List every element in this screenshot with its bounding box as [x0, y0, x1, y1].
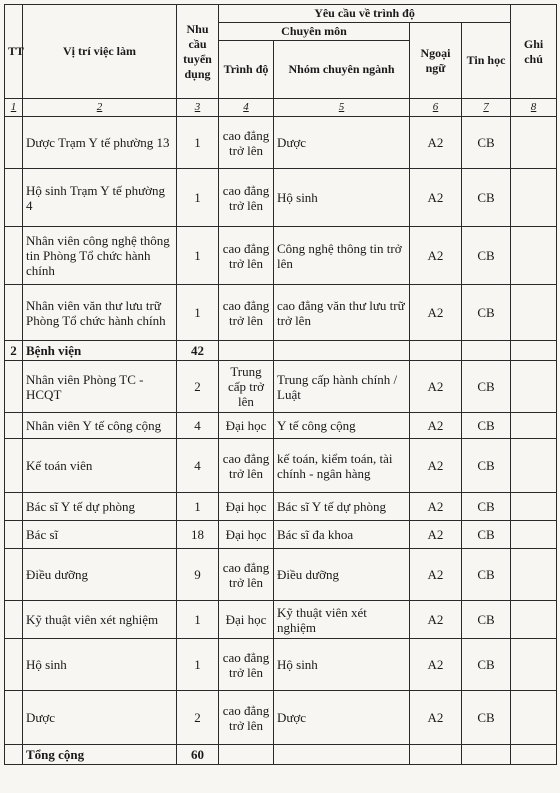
it-cell: CB [462, 493, 511, 521]
level-cell: Đại học [219, 413, 274, 439]
table-row [5, 169, 557, 227]
language-cell: A2 [410, 639, 462, 691]
column-number: 3 [177, 99, 219, 117]
major-cell: kế toán, kiểm toán, tài chính - ngân hàng [274, 439, 410, 493]
it-cell: CB [462, 227, 511, 285]
major-cell: cao đẳng văn thư lưu trữ trở lên [274, 285, 410, 341]
column-number: 2 [23, 99, 177, 117]
it-cell: CB [462, 169, 511, 227]
language-cell: A2 [410, 439, 462, 493]
group-name: Bệnh viện [23, 341, 177, 361]
need-cell: 2 [177, 691, 219, 745]
table-row [5, 361, 557, 413]
position-cell: Nhân viên công nghệ thông tin Phòng Tổ chức hành chính [23, 227, 177, 285]
language-cell: A2 [410, 361, 462, 413]
header-need: Nhu cầu tuyển dụng [177, 5, 219, 99]
level-cell: cao đẳng trở lên [219, 439, 274, 493]
need-cell: 1 [177, 639, 219, 691]
position-cell: Kế toán viên [23, 439, 177, 493]
header-note: Ghi chú [511, 5, 557, 99]
position-cell: Điều dưỡng [23, 549, 177, 601]
need-cell: 1 [177, 285, 219, 341]
need-cell: 4 [177, 413, 219, 439]
major-cell: Công nghệ thông tin trở lên [274, 227, 410, 285]
language-cell: A2 [410, 549, 462, 601]
total-row [5, 745, 557, 765]
column-number: 1 [5, 99, 23, 117]
major-cell: Trung cấp hành chính / Luật [274, 361, 410, 413]
it-cell: CB [462, 521, 511, 549]
it-cell: CB [462, 639, 511, 691]
table-row [5, 117, 557, 169]
recruitment-table [4, 4, 557, 765]
position-cell: Hộ sinh [23, 639, 177, 691]
level-cell: cao đẳng trở lên [219, 549, 274, 601]
need-cell: 4 [177, 439, 219, 493]
header-major-group: Nhóm chuyên ngành [274, 41, 410, 99]
major-cell: Bác sĩ đa khoa [274, 521, 410, 549]
major-cell: Kỹ thuật viên xét nghiệm [274, 601, 410, 639]
language-cell: A2 [410, 227, 462, 285]
language-cell: A2 [410, 413, 462, 439]
level-cell: cao đẳng trở lên [219, 117, 274, 169]
column-number: 5 [274, 99, 410, 117]
need-cell: 9 [177, 549, 219, 601]
level-cell: cao đẳng trở lên [219, 227, 274, 285]
level-cell: Đại học [219, 601, 274, 639]
table-row [5, 493, 557, 521]
level-cell: cao đẳng trở lên [219, 639, 274, 691]
major-cell: Hộ sinh [274, 639, 410, 691]
need-cell: 1 [177, 117, 219, 169]
need-cell: 2 [177, 361, 219, 413]
it-cell: CB [462, 691, 511, 745]
table-row [5, 639, 557, 691]
column-number: 6 [410, 99, 462, 117]
header-foreign-language: Ngoại ngữ [410, 23, 462, 99]
language-cell: A2 [410, 521, 462, 549]
major-cell: Dược [274, 691, 410, 745]
table-row [5, 691, 557, 745]
need-cell: 1 [177, 227, 219, 285]
position-cell: Bác sĩ [23, 521, 177, 549]
position-cell: Hộ sinh Trạm Y tế phường 4 [23, 169, 177, 227]
major-cell: Y tế công cộng [274, 413, 410, 439]
table-row [5, 227, 557, 285]
level-cell: Đại học [219, 493, 274, 521]
header-tt: TT [5, 5, 23, 99]
total-label: Tổng cộng [23, 745, 177, 765]
language-cell: A2 [410, 117, 462, 169]
level-cell: cao đẳng trở lên [219, 169, 274, 227]
language-cell: A2 [410, 691, 462, 745]
column-number: 8 [511, 99, 557, 117]
language-cell: A2 [410, 285, 462, 341]
major-cell: Dược [274, 117, 410, 169]
level-cell: Đại học [219, 521, 274, 549]
position-cell: Nhân viên Y tế công cộng [23, 413, 177, 439]
column-number-row [5, 99, 557, 117]
group-number: 2 [5, 341, 23, 361]
position-cell: Dược Trạm Y tế phường 13 [23, 117, 177, 169]
position-cell: Nhân viên văn thư lưu trữ Phòng Tổ chức hành chính [23, 285, 177, 341]
major-cell: Hộ sinh [274, 169, 410, 227]
header-position: Vị trí việc làm [23, 5, 177, 99]
position-cell: Dược [23, 691, 177, 745]
language-cell: A2 [410, 601, 462, 639]
group-row [5, 341, 557, 361]
language-cell: A2 [410, 493, 462, 521]
it-cell: CB [462, 601, 511, 639]
table-row [5, 601, 557, 639]
column-number: 4 [219, 99, 274, 117]
position-cell: Bác sĩ Y tế dự phòng [23, 493, 177, 521]
table-row [5, 285, 557, 341]
column-number: 7 [462, 99, 511, 117]
header-requirements: Yêu cầu về trình độ [219, 5, 511, 23]
it-cell: CB [462, 361, 511, 413]
major-cell: Điều dưỡng [274, 549, 410, 601]
it-cell: CB [462, 117, 511, 169]
table-row [5, 413, 557, 439]
total-need: 60 [177, 745, 219, 765]
it-cell: CB [462, 549, 511, 601]
table-row [5, 521, 557, 549]
need-cell: 1 [177, 601, 219, 639]
it-cell: CB [462, 439, 511, 493]
language-cell: A2 [410, 169, 462, 227]
need-cell: 18 [177, 521, 219, 549]
table-row [5, 439, 557, 493]
level-cell: Trung cấp trở lên [219, 361, 274, 413]
major-cell: Bác sĩ Y tế dự phòng [274, 493, 410, 521]
header-specialty: Chuyên môn [219, 23, 410, 41]
need-cell: 1 [177, 169, 219, 227]
it-cell: CB [462, 413, 511, 439]
position-cell: Nhân viên Phòng TC - HCQT [23, 361, 177, 413]
position-cell: Kỹ thuật viên xét nghiệm [23, 601, 177, 639]
group-need: 42 [177, 341, 219, 361]
level-cell: cao đẳng trở lên [219, 285, 274, 341]
table-row [5, 549, 557, 601]
need-cell: 1 [177, 493, 219, 521]
header-it: Tin học [462, 23, 511, 99]
header-level: Trình độ [219, 41, 274, 99]
it-cell: CB [462, 285, 511, 341]
level-cell: cao đẳng trở lên [219, 691, 274, 745]
